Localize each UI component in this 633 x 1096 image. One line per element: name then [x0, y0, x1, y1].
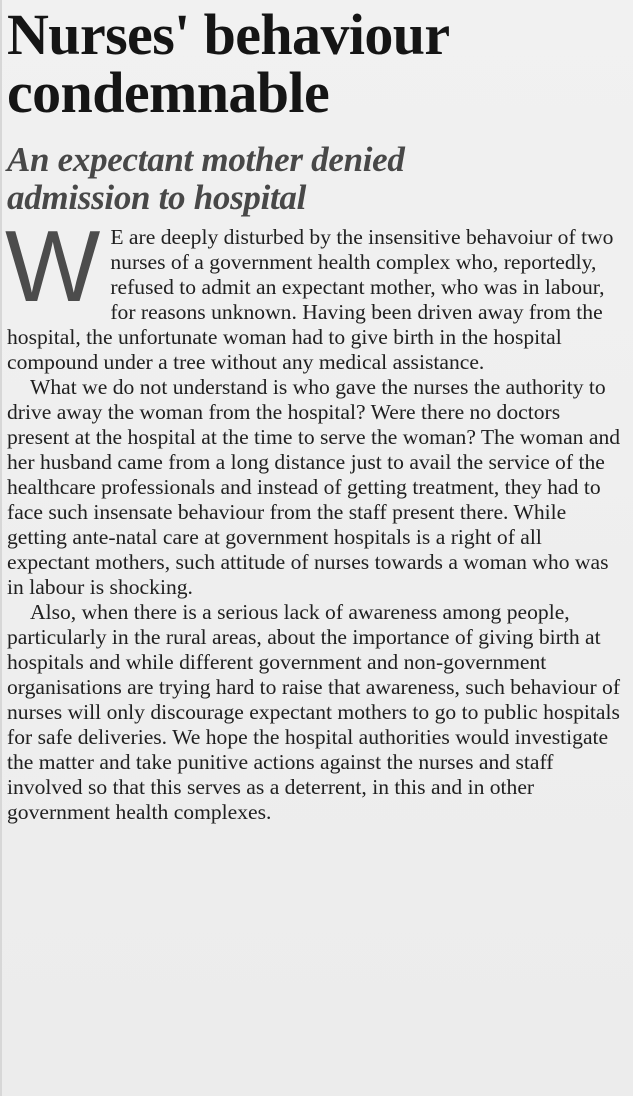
- page-edge-rule: [0, 0, 2, 1096]
- paragraph-3: Also, when there is a serious lack of awareness among people, particularly in the rural areas, about the importance of giving birth at hospitals and while different government and non-government organisations are trying hard to raise that awareness, such behaviour of nurses will only discourage expectant mothers to go to public hospitals for safe deliveries. We hope the hospital authorities would investigate the matter and take punitive actions against the nurses and staff involved so that this serves as a deterrent, in this and in other government health complexes.: [7, 600, 621, 824]
- article-headline: [7, 2, 617, 125]
- headline-line-1: Nurses' behaviour: [7, 2, 450, 67]
- subheadline-line-2: admission to hospital: [7, 178, 307, 217]
- editorial-article: [5, 2, 627, 825]
- drop-cap-letter: W: [5, 211, 101, 323]
- article-body: [5, 211, 624, 825]
- headline-line-2: condemnable: [7, 60, 330, 125]
- paragraph-1: [5, 211, 624, 375]
- article-subheadline: [7, 141, 607, 217]
- paragraph-2: What we do not understand is who gave the nurses the authority to drive away the woman from the hospital? Were there no doctors present at the hospital at the time to serve the woman? The woman and her husband came from a long distance just to avail the service of the healthcare professionals and instead of getting treatment, they had to face such insensate behaviour from the staff present there. While getting ante-natal care at government hospitals is a right of all expectant mothers, such attitude of nurses towards a woman who was in labour is shocking.: [7, 375, 621, 599]
- subheadline-line-1: An expectant mother denied: [7, 140, 405, 179]
- paragraph-1-text: E are deeply disturbed by the insensitive behavoiur of two nurses of a government health complex who, reportedly, refused to admit an expectant mother, who was in labour, for reasons unknown. Having been driven away from the hospital, the unfortunate woman had to give birth in the hospital compound under a tree without any medical assistance.: [7, 225, 614, 374]
